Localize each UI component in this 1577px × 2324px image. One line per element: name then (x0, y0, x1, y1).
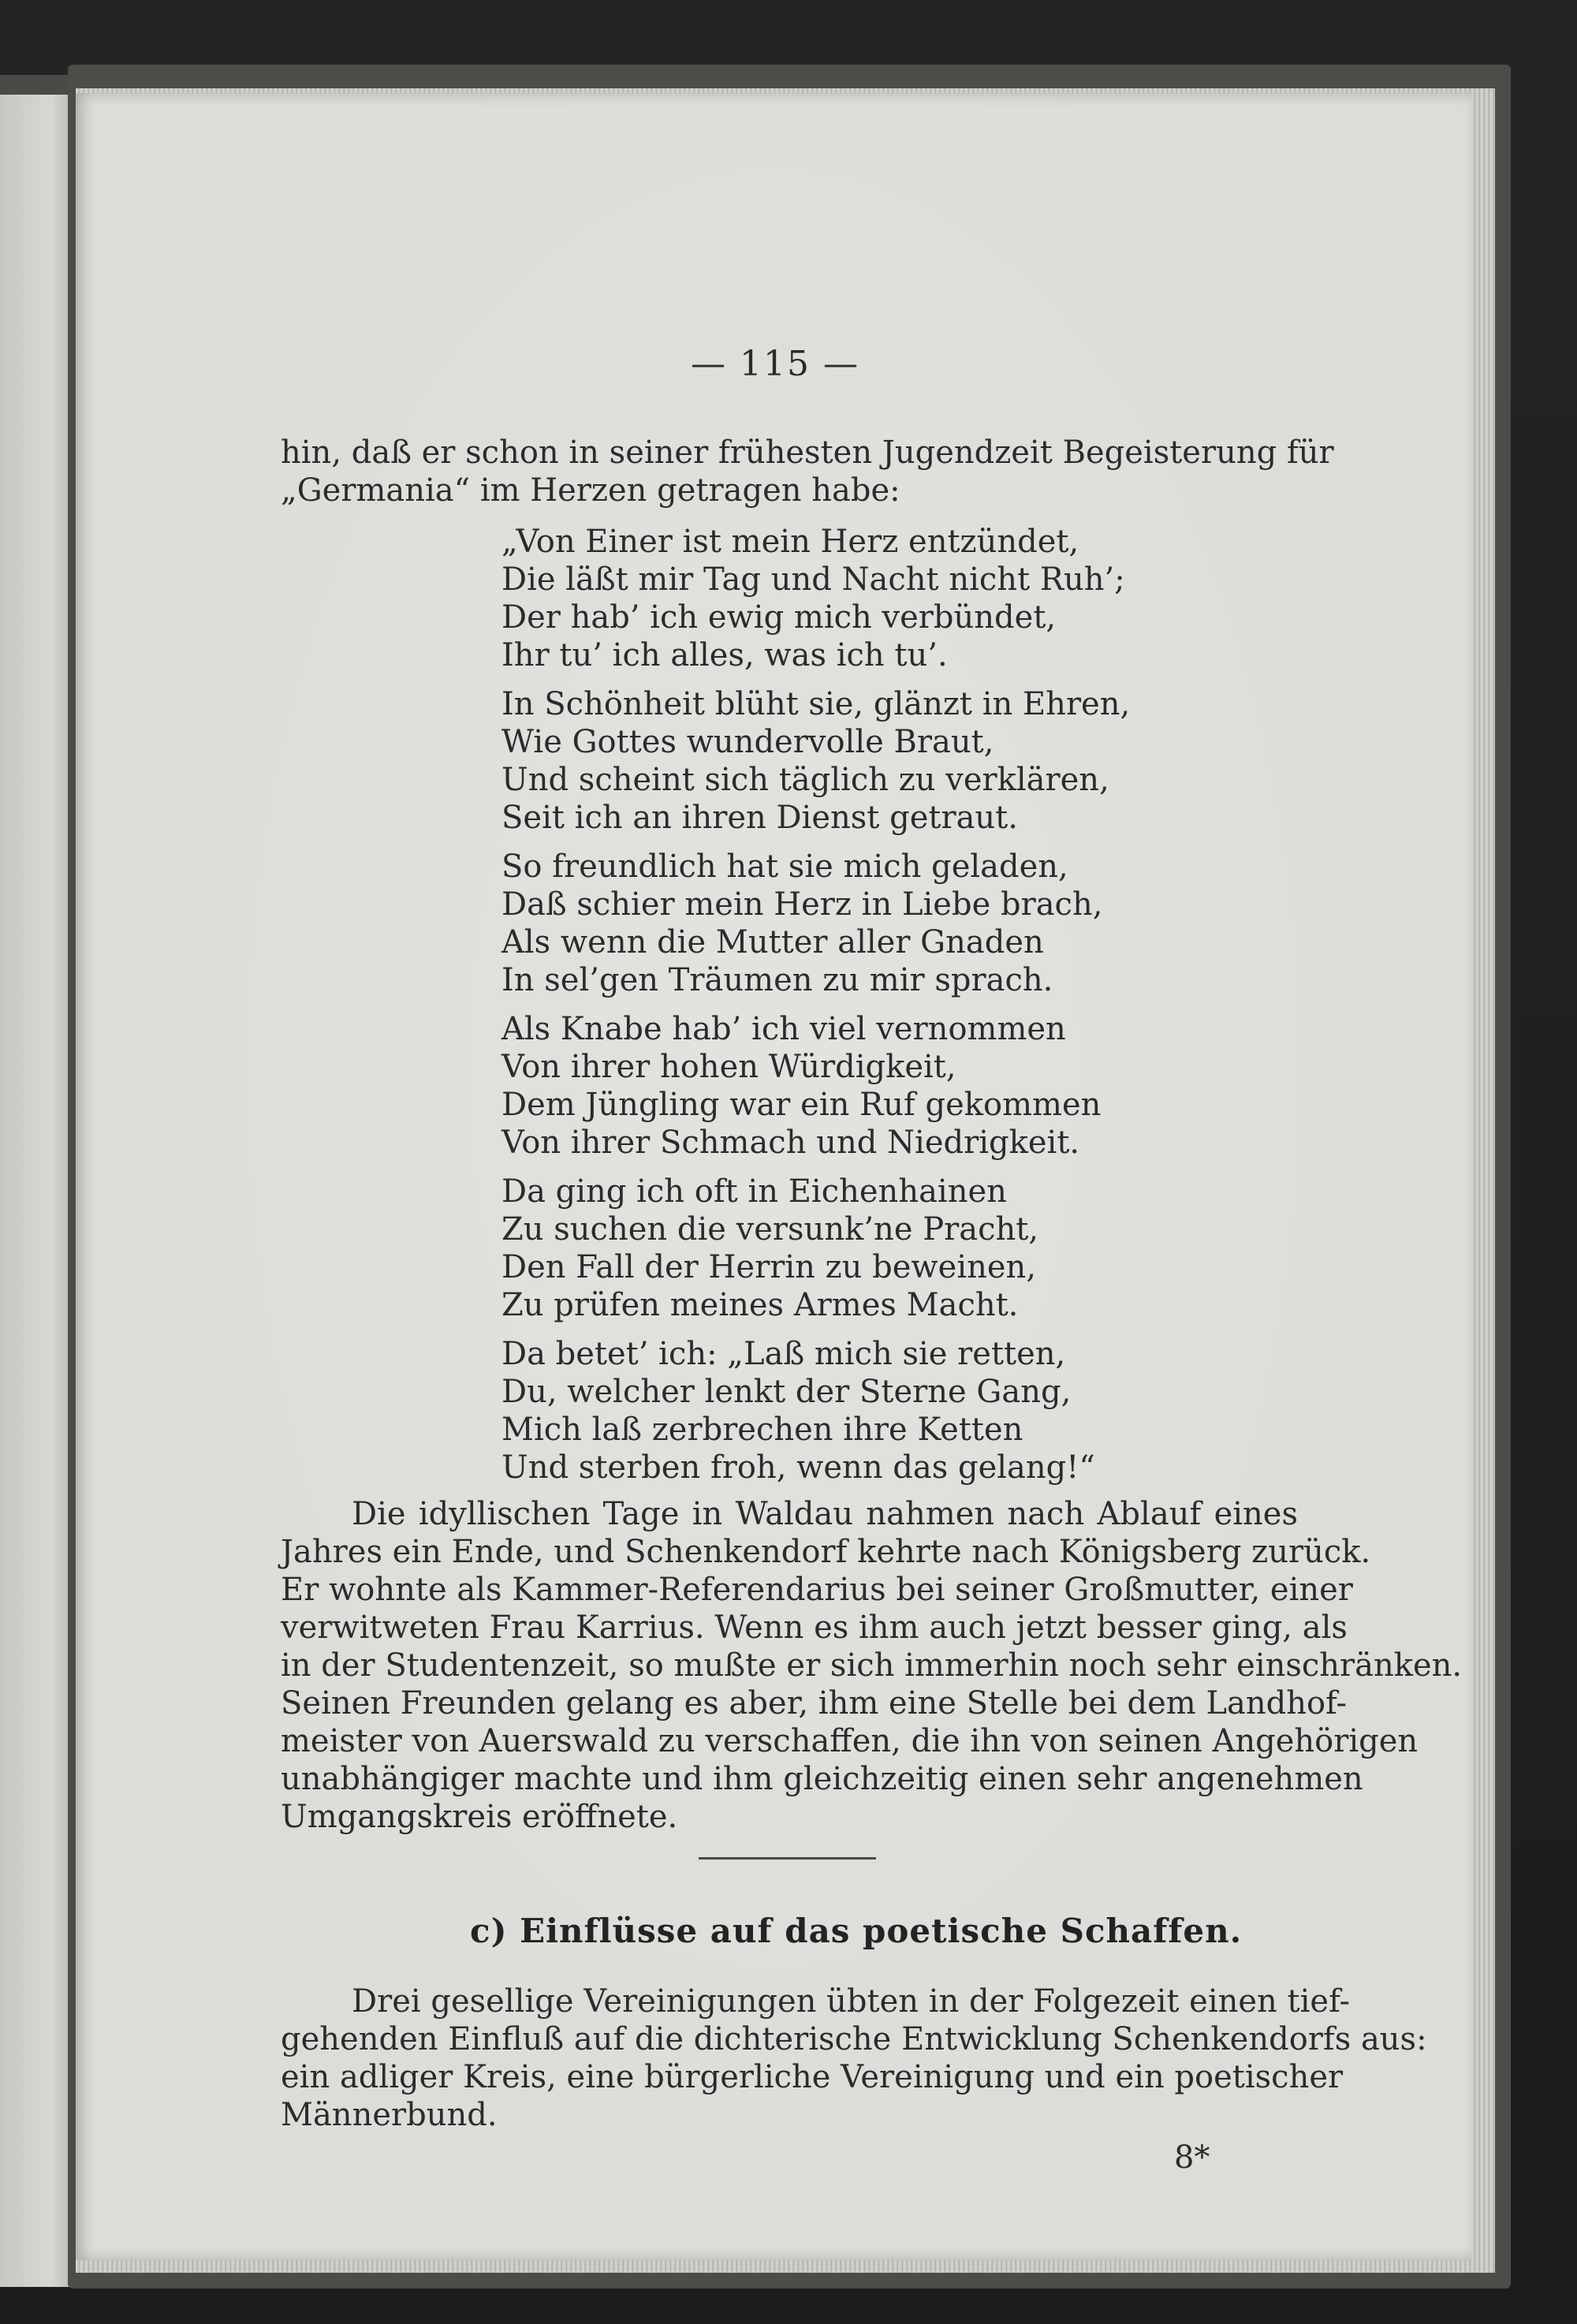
poem-line: In Schönheit blüht sie, glänzt in Ehren, (501, 686, 1131, 722)
poem-line: So freundlich hat sie mich geladen, (501, 849, 1068, 885)
body-paragraph (281, 1983, 1427, 2134)
book-page (76, 93, 1471, 2260)
paragraph-line: unabhängiger machte und ihm gleichzeitig einen sehr angenehmen (281, 1761, 1363, 1797)
poem-line: Seit ich an ihren Dienst getraut. (501, 800, 1018, 836)
intro-line: „Germania“ im Herzen getragen habe: (281, 472, 900, 509)
paragraph-line: ein adliger Kreis, eine bürgerliche Vereinigung und ein poetischer (281, 2059, 1344, 2095)
poem-line: Als Knabe hab’ ich viel vernommen (501, 1011, 1066, 1047)
poem-line: Und sterben froh, wenn das gelang!“ (501, 1449, 1095, 1486)
poem-line: Den Fall der Herrin zu beweinen, (501, 1249, 1037, 1285)
poem-line: Dem Jüngling war ein Ruf gekommen (501, 1087, 1102, 1123)
paragraph-line: Männerbund. (281, 2097, 498, 2133)
poem-stanza (501, 523, 1130, 674)
poem-stanza (501, 685, 1130, 837)
paragraph-line: Jahres ein Ende, und Schenkendorf kehrte nach Königsberg zurück. (281, 1534, 1371, 1570)
poem-line: Als wenn die Mutter aller Gnaden (501, 924, 1044, 961)
section-divider (699, 1857, 876, 1860)
signature-mark: 8* (1174, 2139, 1210, 2176)
intro-line: hin, daß er schon in seiner frühesten Jugendzeit Begeisterung für (281, 435, 1334, 471)
body-paragraph (281, 1495, 1463, 1836)
poem-line: Du, welcher lenkt der Sterne Gang, (501, 1374, 1072, 1410)
paragraph-line: meister von Auerswald zu verschaffen, die ihn von seinen Angehörigen (281, 1723, 1419, 1759)
poem-stanza (501, 1173, 1130, 1324)
poem-stanza (501, 848, 1130, 999)
poem-line: Von ihrer Schmach und Niedrigkeit. (501, 1125, 1080, 1161)
poem-line: Daß schier mein Herz in Liebe brach, (501, 886, 1103, 923)
paragraph-line: Die idyllischen Tage in Waldau nahmen nach Ablauf eines (352, 1496, 1298, 1532)
page-number: — 115 — (691, 344, 859, 384)
paragraph-line: gehenden Einfluß auf die dichterische Entwicklung Schenkendorfs aus: (281, 2021, 1427, 2057)
paragraph-line: Umgangskreis eröffnete. (281, 1799, 678, 1835)
poem-line: Ihr tu’ ich alles, was ich tu’. (501, 637, 948, 673)
paragraph-line: Drei gesellige Vereinigungen übten in der Folgezeit einen tief- (352, 1983, 1350, 2020)
poem-line: Von ihrer hohen Würdigkeit, (501, 1049, 956, 1085)
paragraph-line: Er wohnte als Kammer-Referendarius bei seiner Großmutter, einer (281, 1572, 1353, 1608)
poem-line: Die läßt mir Tag und Nacht nicht Ruh’; (501, 561, 1125, 598)
poem-line: Da betet’ ich: „Laß mich sie retten, (501, 1336, 1066, 1372)
left-facing-page-edge (0, 95, 76, 2287)
poem-stanza (501, 1010, 1130, 1162)
poem-line: Da ging ich oft in Eichenhainen (501, 1173, 1007, 1210)
poem-line: In sel’gen Träumen zu mir sprach. (501, 962, 1053, 998)
poem-line: Und scheint sich täglich zu verklären, (501, 762, 1109, 798)
poem-line: Zu suchen die versunk’ne Pracht, (501, 1211, 1039, 1248)
poem-line: Mich laß zerbrechen ihre Ketten (501, 1412, 1023, 1448)
intro-paragraph (281, 434, 1334, 509)
poem-stanza (501, 1335, 1130, 1487)
poem-line: Der hab’ ich ewig mich verbündet, (501, 599, 1057, 636)
paragraph-line: Seinen Freunden gelang es aber, ihm eine Stelle bei dem Landhof- (281, 1685, 1347, 1722)
section-heading: c) Einflüsse auf das poetische Schaffen. (470, 1912, 1243, 1950)
poem-line: Zu prüfen meines Armes Macht. (501, 1287, 1019, 1323)
paragraph-line: in der Studentenzeit, so mußte er sich immerhin noch sehr einschränken. (281, 1647, 1463, 1684)
paragraph-line: verwitweten Frau Karrius. Wenn es ihm auch jetzt besser ging, als (281, 1610, 1348, 1646)
poem-line: „Von Einer ist mein Herz entzündet, (501, 524, 1079, 560)
poem (501, 523, 1130, 1498)
poem-line: Wie Gottes wundervolle Braut, (501, 724, 994, 760)
